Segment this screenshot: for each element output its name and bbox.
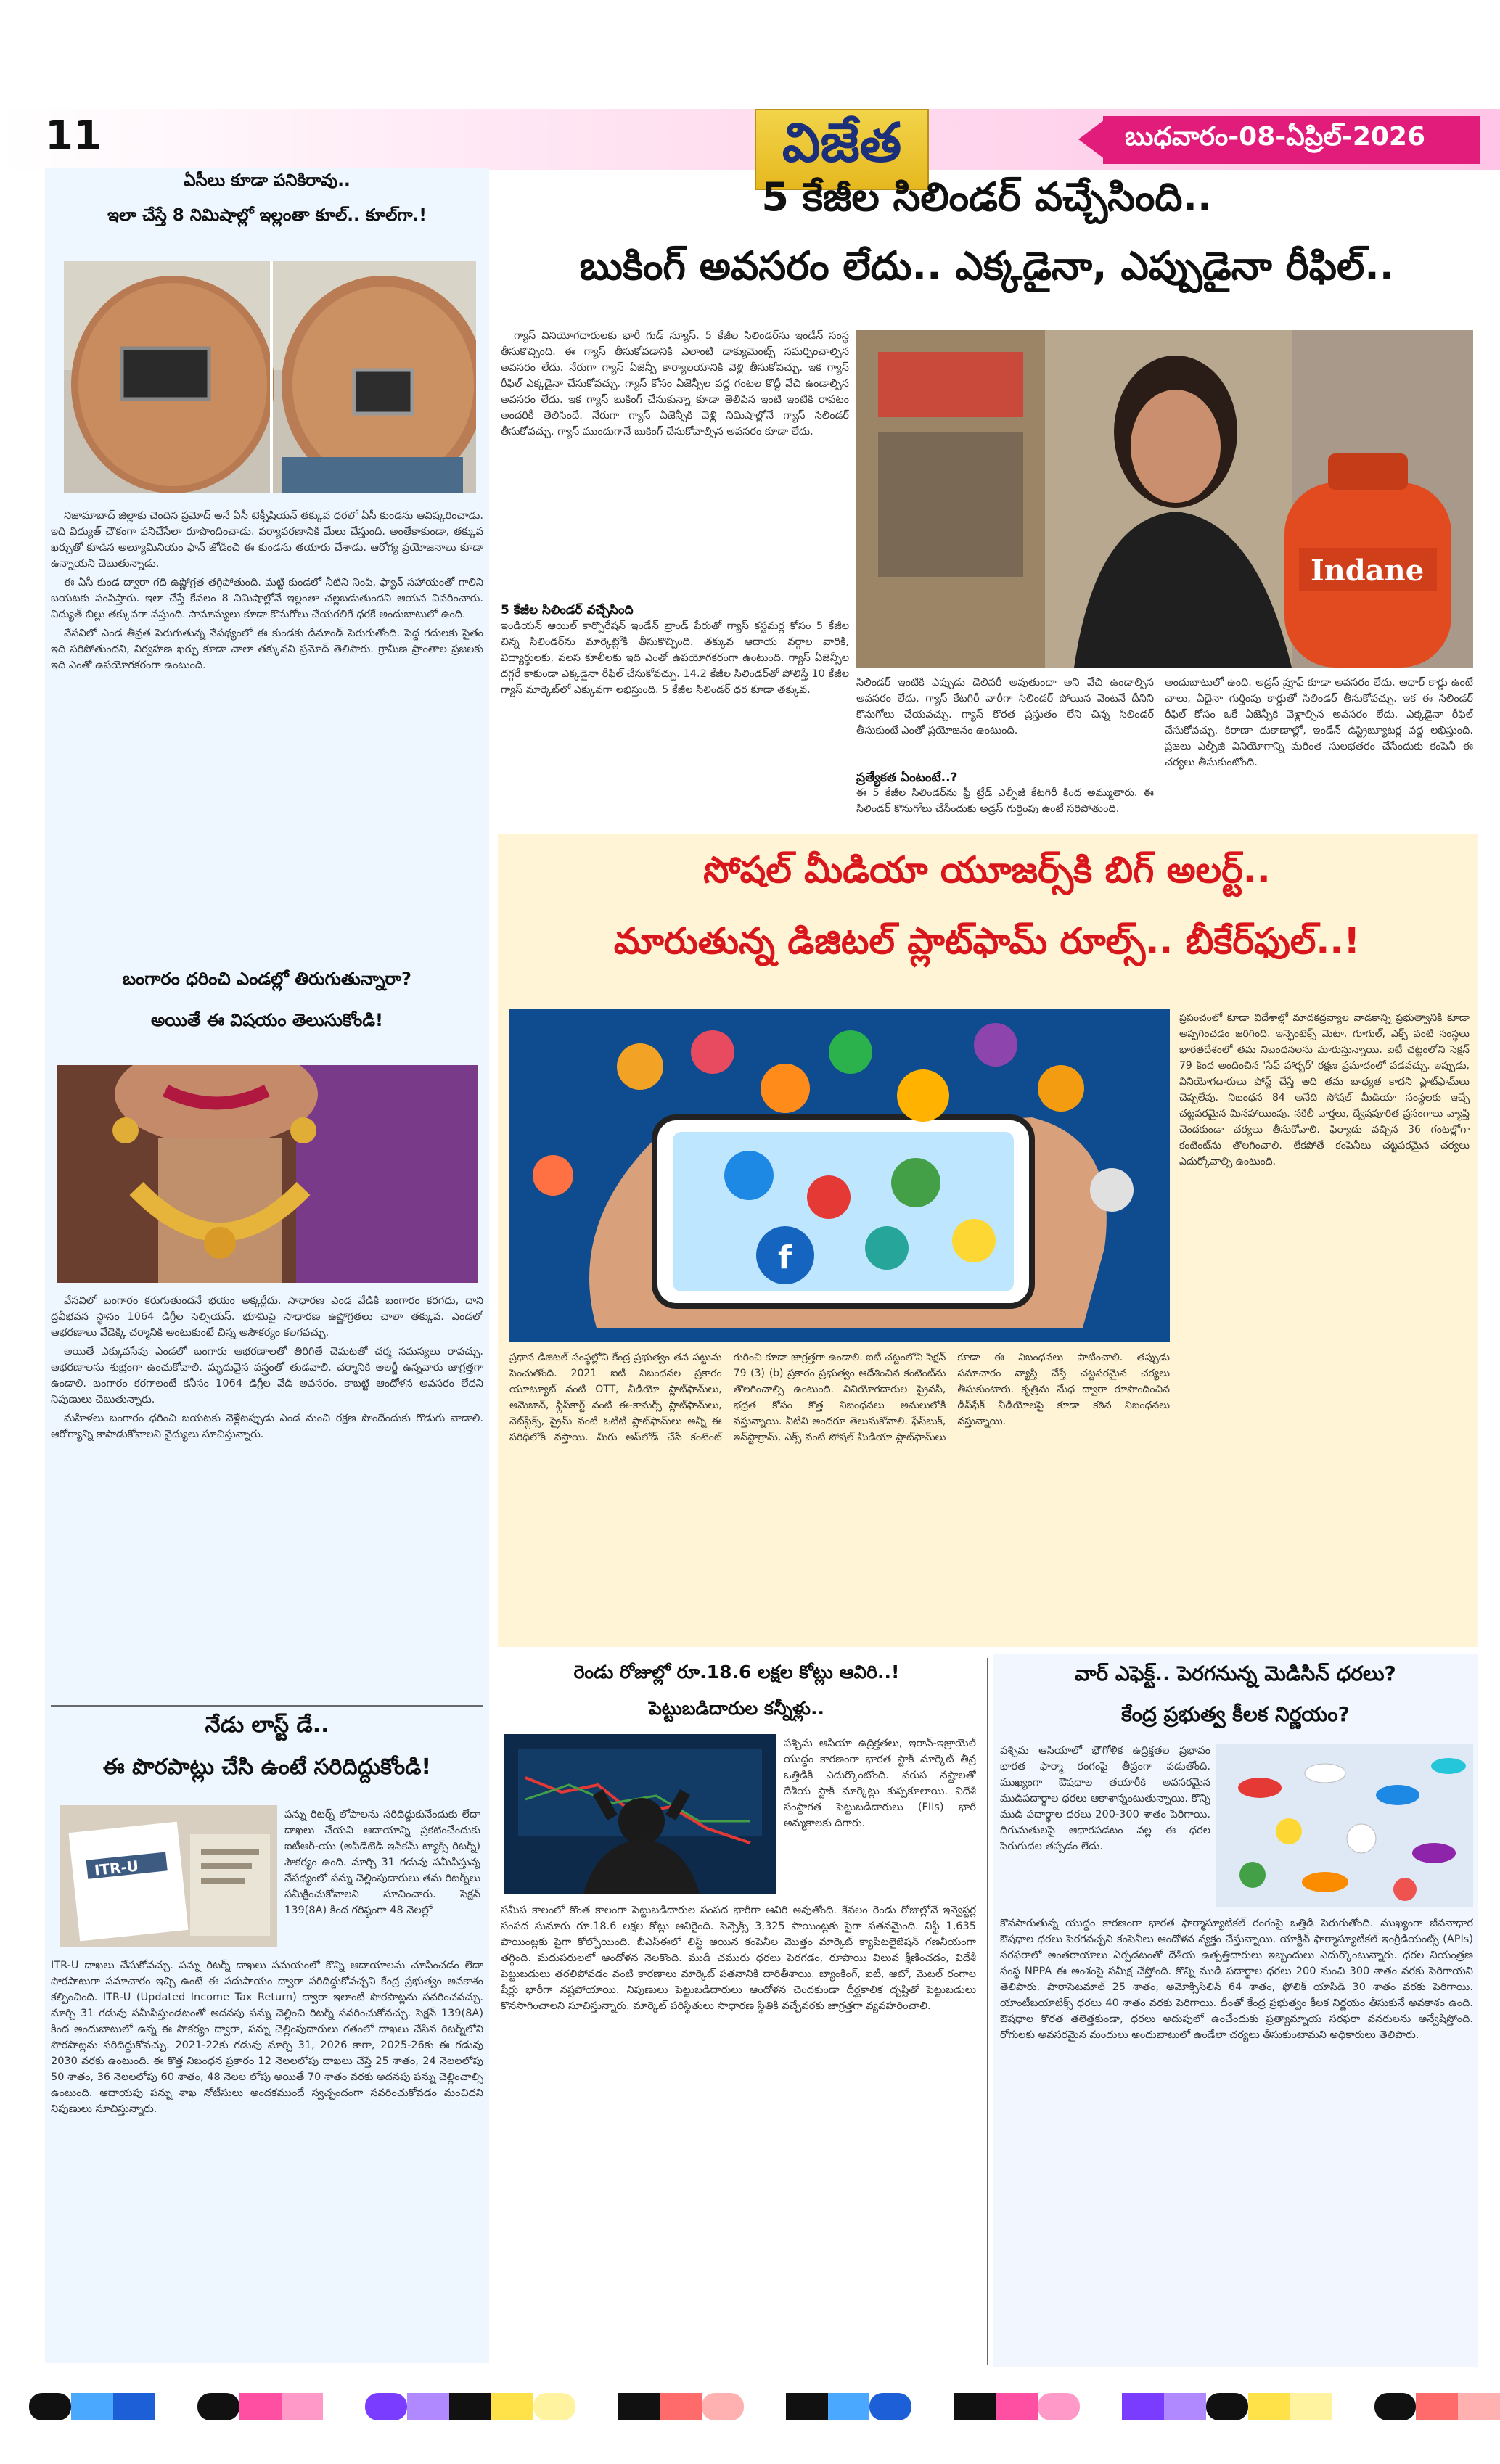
registration-swatch xyxy=(1458,2393,1500,2420)
registration-swatch xyxy=(113,2393,155,2420)
medicine-body: కొనసాగుతున్న యుద్ధం కారణంగా భారత ఫార్మాస్యూటికల్ రంగంపై ఒత్తిడి పెరుగుతోంది. ముఖ్యంగా జీవనాధార ఔషధాల ధరలు పెరగవచ్చని కంపెనీలు ఆందోళన వ్యక్తం చేస్తున్నాయి. యాక్టివ్ ఫార్మాస్యూటికల్ ఇంగ్రీడియంట్స్ (APIs) సరఫరాలో అంతరాయాలు ఏర్పడటంతో దేశీయ ఉత్పత్తిదారులు ఇబ్బందులు ఎదుర్కొంటున్నారు. ధరల నియంత్రణ సంస్థ NPPA ఈ అంశంపై సమీక్ష చేస్తోంది. కొన్ని ముడి పదార్థాల ధరలు 200 నుంచి 300 శాతం వరకు పెరిగాయని తెలిపారు. పారాసెటమాల్ 25 శాతం, అమోక్సిసిలిన్ 64 శాతం, ఫోలిక్ యాసిడ్ 30 శాతం వరకు పెరిగాయి. యాంటీబయాటిక్స్ ధరలు 40 శాతం వరకు పెరిగాయి. దీంతో కేంద్ర ప్రభుత్వం కీలక నిర్ణయం తీసుకునే అవకాశం ఉంది. ఔషధాల కొరత తలెత్తకుండా, ధరలు అదుపులో ఉంచేందుకు ప్రత్యామ్నాయ సరఫరా వనరులను అన్వేషిస్తోంది. రోగులకు అవసరమైన మందులు అందుబాటులో ఉండేలా చర్యలు తీసుకుంటామని అధికారులు తెలిపారు. xyxy=(1000,1918,1473,2041)
registration-swatch xyxy=(744,2393,786,2420)
registration-swatch xyxy=(533,2393,575,2420)
registration-swatch xyxy=(323,2393,365,2420)
ac-pot-photo xyxy=(64,261,476,493)
registration-swatch xyxy=(660,2393,702,2420)
cylinder-subhead-1: 5 కేజీల సిలిండర్ వచ్చేసింది xyxy=(501,603,634,617)
registration-swatch xyxy=(155,2393,197,2420)
registration-swatch xyxy=(996,2393,1038,2420)
cylinder-body-3: సిలిండర్ ఇంటికి ఎప్పుడు డెలివరీ అవుతుందా అని వేచి ఉండాల్సిన అవసరం లేదు. గ్యాస్ కేటగిరీ వారీగా సిలిండర్ పోయిన వెంటనే దీనిని కొనుగోలు చేయవచ్చు. గ్యాస్ కొరత ప్రస్తుతం లేని చిన్న సిలిండర్ తీసుకుంటే ఎంతో ప్రయోజనం ఉంటుంది. xyxy=(856,677,1154,736)
ac-body-para: వేసవిలో ఎండ తీవ్రత పెరుగుతున్న నేపథ్యంలో ఈ కుండకు డిమాండ్ పెరుగుతోంది. పెద్ద గదులకు సైతం ఇది సరిపోతుందని, నిర్వహణ ఖర్చు కూడా చాలా తక్కువని ప్రమోద్ తెలిపారు. గ్రామీణ ప్రాంతాల ప్రజలకు ఇది ఎంతో ఉపయోగకరంగా ఉంటుంది. xyxy=(51,628,483,671)
registration-swatch xyxy=(786,2393,828,2420)
registration-swatch xyxy=(1164,2393,1206,2420)
invest-body: సమీప కాలంలో కొంత కాలంగా పెట్టుబడిదారుల సంపద భారీగా ఆవిరి అవుతోంది. కేవలం రెండు రోజుల్లోనే ఇన్వెస్టర్ల సంపద సుమారు రూ.18.6 లక్షల కోట్లు ఆవిరైంది. సెన్సెక్స్ 3,325 పాయింట్లకు పైగా పతనమైంది. నిఫ్టీ 1,635 పాయింట్లకు పైగా కోల్పోయింది. బీఎస్ఈలో లిస్ట్ అయిన కంపెనీల మొత్తం మార్కెట్ క్యాపిటలైజేషన్ గణనీయంగా తగ్గింది. మదుపరులలో ఆందోళన నెలకొంది. ముడి చమురు ధరలు పెరగడం, రూపాయి విలువ క్షీణించడం, విదేశీ పెట్టుబడులు తరలిపోవడం వంటి కారణాలు మార్కెట్ పతనానికి దారితీశాయి. బ్యాంకింగ్, ఐటీ, ఆటో, మెటల్ రంగాల షేర్లు భారీగా నష్టపోయాయి. నిపుణులు పెట్టుబడిదారులు ఆందోళన చెందకుండా దీర్ఘకాలిక దృష్టితో పెట్టుబడులు కొనసాగించాలని సూచిస్తున్నారు. మార్కెట్ పరిస్థితులు సాధారణ స్థితికి వచ్చేవరకు జాగ్రత్తగా వ్యవహరించాలి. xyxy=(501,1905,976,2012)
registration-swatch xyxy=(618,2393,660,2420)
invest-side-text: పశ్చిమ ఆసియా ఉద్రిక్తతలు, ఇరాన్-ఇజ్రాయెల్ యుద్ధం కారణంగా భారత స్టాక్ మార్కెట్ తీవ్ర ఒత్తిడికి ఎదుర్కొంటోంది. వరుస నష్టాలతో దేశీయ స్టాక్ మార్కెట్లు కుప్పకూలాయి. విదేశీ సంస్థాగత పెట్టుబడిదారులు (FIIs) భారీ అమ్మకాలకు దిగారు. xyxy=(784,1738,976,1829)
gold-body-para: వేసవిలో బంగారం కరుగుతుందనే భయం అక్కర్లేదు. సాధారణ ఎండ వేడికి బంగారం కరగదు, దాని ద్రవీభవన స్థానం 1064 డిగ్రీల సెల్సియస్. భూమిపై సాధారణ ఉష్ణోగ్రతలు చాలా తక్కువ. ఎండలో ఆభరణాలు వేడెక్కి చర్మానికి అంటుకుంటే చిన్న అసౌకర్యం కలగవచ్చు. xyxy=(51,1295,483,1339)
registration-swatch xyxy=(29,2393,71,2420)
cylinder-headline-2: బుకింగ్ అవసరం లేదు.. ఎక్కడైనా, ఎప్పుడైనా రీఫిల్.. xyxy=(579,243,1395,289)
invest-headline-1: రెండు రోజుల్లో రూ.18.6 లక్షల కోట్లు ఆవిరి..! xyxy=(573,1662,900,1683)
registration-swatch xyxy=(449,2393,491,2420)
itr-side-text: పన్ను రిటర్న్ లోపాలను సరిదిద్దుకునేందుకు లేదా దాఖలు చేయని ఆదాయాన్ని ప్రకటించేందుకు ఐటీఆర్-యు (అప్‌డేటెడ్ ఇన్‌కమ్ ట్యాక్స్ రిటర్న్) సౌకర్యం ఉంది. మార్చి 31 గడువు సమీపిస్తున్న నేపథ్యంలో పన్ను చెల్లింపుదారులు తమ రిటర్న్‌లు సమీక్షించుకోవాలని సూచించారు. సెక్షన్ 139(8A) కింద గరిష్ఠంగా 48 నెలల్లో xyxy=(284,1809,480,1916)
column-divider xyxy=(987,1658,988,2365)
ac-body xyxy=(51,508,483,958)
itr-headline-1: నేడు లాస్ట్ డే.. xyxy=(205,1712,329,1738)
invest-stress-photo xyxy=(504,1734,776,1894)
ac-body-para: ఈ ఏసీ కుండ ద్వారా గది ఉష్ణోగ్రత తగ్గిపోతుంది. మట్టి కుండలో నీటిని నింపి, ఫ్యాన్ సహాయంతో గాలిని బయటకు పంపిస్తారు. ఇలా చేస్తే కేవలం 8 నిమిషాల్లోనే ఇల్లంతా చల్లబడుతుందని ఆయన వివరించారు. విద్యుత్ బిల్లు తక్కువగా వస్తుంది. సామాన్యులు కూడా కొనుగోలు చేయగలిగే ధరకే అందుబాటులో ఉంది. xyxy=(51,577,483,620)
cylinder-body-para: గ్యాస్ వినియోగదారులకు భారీ గుడ్ న్యూస్. 5 కేజీల సిలిండర్‌ను ఇండేన్ సంస్థ తీసుకొచ్చింది. ఈ గ్యాస్ తీసుకోవడానికి ఎలాంటి డాక్యుమెంట్స్ సమర్పించాల్సిన అవసరం లేదు. నేరుగా గ్యాస్ ఏజెన్సీ కార్యాలయానికి వెళ్లి తీసుకోవచ్చు. ఇక గ్యాస్ రీఫిల్ ఎక్కడైనా చేసుకోవచ్చు. గ్యాస్ కోసం ఏజెన్సీల వద్ద గంటల కొద్దీ వేచి ఉండాల్సిన అవసరం లేదు. ఇక గ్యాస్ బుకింగ్ చేసుకున్నా కూడా తెలిపిన ఇంటి ఇంటికి రావటం అందరికీ తెలిసిందే. నేరుగా గ్యాస్ ఏజెన్సీకి వెళ్లి నిమిషాల్లోనే గ్యాస్ సిలిండర్ తీసుకోవచ్చు. గ్యాస్ ముందుగానే బుకింగ్ చేసుకోవాల్సిన అవసరం కూడా లేదు. xyxy=(501,330,849,438)
registration-swatch xyxy=(575,2393,618,2420)
medicine-headline-1: వార్ ఎఫెక్ట్.. పెరగనున్న మెడిసిన్ ధరలు? xyxy=(1075,1662,1396,1685)
cylinder-headline-1: 5 కేజీల సిలిండర్ వచ్చేసింది.. xyxy=(761,174,1213,220)
registration-swatch xyxy=(1122,2393,1164,2420)
registration-swatch xyxy=(71,2393,113,2420)
newspaper-logo: విజేత xyxy=(755,109,929,190)
registration-swatch xyxy=(1080,2393,1122,2420)
registration-swatch xyxy=(702,2393,744,2420)
registration-swatch xyxy=(197,2393,239,2420)
social-headline-2: మారుతున్న డిజిటల్ ప్లాట్‌ఫామ్ రూల్స్.. బీకేర్‌ఫుల్..! xyxy=(613,920,1361,962)
itr-image-label: ITR-U xyxy=(93,1857,140,1879)
itr-headline-2: ఈ పొరపాట్లు చేసి ఉంటే సరిదిద్దుకోండి! xyxy=(102,1754,432,1780)
registration-swatch xyxy=(1416,2393,1458,2420)
registration-swatch xyxy=(954,2393,996,2420)
social-body-bottom: ప్రధాన డిజిటల్ సంస్థల్లోని కేంద్ర ప్రభుత్వం తన పట్టును పెంచుతోంది. 2021 ఐటీ నిబంధనల ప్రకారం యూట్యూబ్ వంటి OTT, వీడియో ప్లాట్‌ఫామ్‌లు, అమెజాన్, ఫ్లిప్‌కార్ట్ వంటి ఈ-కామర్స్ ప్లాట్‌ఫామ్‌లు, నెట్‌ఫ్లిక్స్, ప్రైమ్ వంటి ఓటీటీ ప్లాట్‌ఫామ్‌లు అన్నీ ఈ పరిధిలోకి వస్తాయి. మీరు అప్‌లోడ్ చేసే కంటెంట్ గురించి కూడా జాగ్రత్తగా ఉండాలి. ఐటీ చట్టంలోని సెక్షన్ 79 (3) (b) ప్రకారం ప్రభుత్వం ఆదేశించిన కంటెంట్‌ను తొలగించాల్సి ఉంటుంది. వినియోగదారుల ప్రైవసీ, భద్రత కోసం కొత్త నిబంధనలు అమలులోకి వస్తున్నాయి. వీటిని అందరూ తెలుసుకోవాలి. ఫేస్‌బుక్, ఇన్‌స్టాగ్రామ్, ఎక్స్ వంటి సోషల్ మీడియా ప్లాట్‌ఫామ్‌లు కూడా ఈ నిబంధనలు పాటించాలి. తప్పుడు సమాచారం వ్యాప్తి చేస్తే చట్టపరమైన చర్యలు తీసుకుంటారు. కృత్రిమ మేధ ద్వారా రూపొందించిన డీప్‌ఫేక్ వీడియోలపై కూడా కఠిన నిబంధనలు వస్తున్నాయి. xyxy=(509,1352,1170,1443)
medicine-pills-photo xyxy=(1216,1744,1473,1907)
cylinder-body-4: ఈ 5 కేజీల సిలిండర్‌ను ఫ్రీ ట్రేడ్ ఎల్పీజీ కేటగిరీ కింద అమ్ముతారు. ఈ సిలిండర్ కొనుగోలు చేసేందుకు అడ్రస్ గుర్తింపు ఉంటే సరిపోతుంది. xyxy=(856,787,1154,815)
cylinder-body-right: అందుబాటులో ఉంది. అడ్రస్ ప్రూఫ్ కూడా అవసరం లేదు. ఆధార్ కార్డు ఉంటే చాలు, ఏదైనా గుర్తింపు కార్డుతో సిలిండర్ తీసుకోవచ్చు. ఇక ఈ సిలిండర్ రీఫిల్ కోసం ఒకే ఏజెన్సీకి వెళ్లాల్సిన అవసరం లేదు. ఎక్కడైనా రీఫిల్ చేసుకోవచ్చు. కిరాణా దుకాణాల్లో, ఇండేన్ డిస్ట్రిబ్యూటర్ల వద్ద లభిస్తుంది. ప్రజలు ఎల్పీజీ వినియోగాన్ని మరింత సులభతరం చేసేందుకు కంపెనీ ఈ చర్యలు తీసుకుంటోంది. xyxy=(1165,677,1473,768)
registration-swatch xyxy=(1374,2393,1417,2420)
medicine-headline-2: కేంద్ర ప్రభుత్వ కీలక నిర్ణయం? xyxy=(1121,1702,1350,1726)
gold-body xyxy=(51,1293,483,1699)
cylinder-brand-text: Indane xyxy=(1311,554,1425,588)
registration-swatch xyxy=(1038,2393,1080,2420)
itr-form-photo xyxy=(60,1805,277,1947)
ac-headline-1: ఏసీలు కూడా పనికిరావు.. xyxy=(184,171,351,190)
cylinder-subhead-2: ప్రత్యేకత ఏంటంటే..? xyxy=(856,771,958,785)
date-line: బుధవారం-08-ఏప్రిల్-2026 xyxy=(1103,116,1480,164)
registration-swatch xyxy=(1290,2393,1332,2420)
gold-body-para: అయితే ఎక్కువసేపు ఎండలో బంగారు ఆభరణాలతో తిరిగితే చెమటతో చర్మ సమస్యలు రావచ్చు. ఆభరణాలను శుభ్రంగా ఉంచుకోవాలి. మృదువైన వస్త్రంతో తుడవాలి. చర్మానికి అలర్జీ ఉన్నవారు జాగ్రత్తగా ఉండాలి. బంగారం కరగాలంటే కనీసం 1064 డిగ్రీల వేడి అవసరం. కాబట్టి ఆందోళన అవసరం లేదని నిపుణులు చెబుతున్నారు. xyxy=(51,1346,483,1405)
gold-headline-1: బంగారం ధరించి ఎండల్లో తిరుగుతున్నారా? xyxy=(123,969,411,989)
registration-swatch xyxy=(1248,2393,1290,2420)
registration-swatch xyxy=(911,2393,954,2420)
cylinder-woman-photo xyxy=(856,330,1473,668)
page-number: 11 xyxy=(45,112,102,160)
section-divider xyxy=(51,1705,483,1707)
ac-headline-2: ఇలా చేస్తే 8 నిమిషాల్లో ఇల్లంతా కూల్.. కూల్‌గా.! xyxy=(107,206,427,225)
registration-swatch xyxy=(282,2393,324,2420)
cylinder-body-1 xyxy=(501,328,849,596)
svg-text:f: f xyxy=(778,1239,792,1276)
registration-swatch xyxy=(491,2393,533,2420)
social-body-right: ప్రపంచంలో కూడా విదేశాల్లో మాదకద్రవ్యాల వాడకాన్ని ప్రభుత్వానికి కూడా అప్పగించడం జరిగింది. ఇన్ఫెంటెక్స్‌ మెటా, గూగుల్, ఎక్స్ వంటి సంస్థలు భారతదేశంలో తమ నిబంధనలను మారుస్తున్నాయి. ఐటీ చట్టంలోని సెక్షన్ 79 కింద అందించిన 'సేఫ్ హార్బర్' రక్షణ ప్రమాదంలో పడవచ్చు. ఇప్పుడు, వినియోగదారులు పోస్ట్ చేస్తే అది తమ బాధ్యత కాదని ప్లాట్‌ఫామ్‌లు చెప్పలేవు. నిబంధన 84 అనేది సోషల్ మీడియా సంస్థలకు ఇచ్చే చట్టపరమైన మినహాయింపు. నకిలీ వార్తలు, ద్వేషపూరిత ప్రసంగాలు వ్యాప్తి చెందకుండా చర్యలు తీసుకోవాలి. ఫిర్యాదు వచ్చిన 36 గంటల్లోగా కంటెంట్‌ను తొలగించాలి. లేకపోతే కంపెనీలు చట్టపరమైన చర్యలు ఎదుర్కోవాల్సి ఉంటుంది. xyxy=(1179,1012,1470,1167)
social-headline-1: సోషల్ మీడియా యూజర్స్‌కి బిగ్ అలర్ట్.. xyxy=(703,849,1271,891)
gold-body-para: మహిళలు బంగారం ధరించి బయటకు వెళ్లేటప్పుడు ఎండ నుంచి రక్షణ పొందేందుకు గొడుగు వాడాలి. ఆరోగ్యాన్ని కాపాడుకోవాలని వైద్యులు సూచిస్తున్నారు. xyxy=(51,1413,483,1440)
registration-swatch xyxy=(1332,2393,1374,2420)
registration-swatch xyxy=(407,2393,449,2420)
print-registration-bar xyxy=(0,2381,1500,2432)
registration-swatch xyxy=(365,2393,407,2420)
medicine-side-text: పశ్చిమ ఆసియాలో భౌగోళిక ఉద్రిక్తతల ప్రభావం భారత ఫార్మా రంగంపై తీవ్రంగా పడుతోంది. ముఖ్యంగా ఔషధాల తయారీకి అవసరమైన ముడిపదార్థాల ధరలు ఆకాశాన్నంటుతున్నాయి. కొన్ని ముడి పదార్థాల ధరలు 200-300 శాతం పెరిగాయి. దిగుమతులపై ఆధారపడటం వల్ల ఈ ధరల పెరుగుదల తప్పడం లేదు. xyxy=(1000,1745,1210,1852)
gold-necklace-photo xyxy=(57,1065,478,1283)
registration-swatch xyxy=(1206,2393,1248,2420)
invest-headline-2: పెట్టుబడిదారుల కన్నీళ్లు.. xyxy=(649,1698,824,1719)
registration-swatch xyxy=(828,2393,870,2420)
cylinder-body-2: ఇండియన్ ఆయిల్ కార్పొరేషన్ ఇండేన్ బ్రాండ్ పేరుతో గ్యాస్ కస్టమర్ల కోసం 5 కేజీల చిన్న సిలిండర్‌ను మార్కెట్లోకి తీసుకొచ్చింది. తక్కువ ఆదాయ వర్గాల వారికి, విద్యార్థులకు, వలస కూలీలకు ఇది ఎంతో ఉపయోగకరంగా ఉంటుంది. గ్యాస్ ఏజెన్సీల దగ్గరే కాకుండా ఎక్కడైనా రీఫిల్ చేసుకోవచ్చు. 14.2 కేజీల సిలిండర్‌తో పోలిస్తే 10 కేజీల గ్యాస్ మార్కెట్‌లో ఎక్కువగా లభిస్తుంది. 5 కేజీల సిలిండర్ ధర కూడా తక్కువ. xyxy=(501,620,849,696)
itr-body: ITR-U దాఖలు చేసుకోవచ్చు. పన్ను రిటర్న్ దాఖలు సమయంలో కొన్ని ఆదాయాలను చూపించడం లేదా పొరపాటుగా సమాచారం ఇచ్చి ఉంటే ఈ సదుపాయం ద్వారా సరిదిద్దుకోవచ్చని కేంద్ర ప్రభుత్వం అవకాశం కల్పించింది. ITR-U (Updated Income Tax Return) ద్వారా ఇలాంటి పొరపాట్లను సవరించవచ్చు. మార్చి 31 గడువు సమీపిస్తుండటంతో అదనపు పన్ను చెల్లించి రిటర్న్ సవరించుకోవచ్చు. సెక్షన్ 139(8A) కింద అందుబాటులో ఉన్న ఈ సౌకర్యం ద్వారా, పన్ను చెల్లింపుదారులు గతంలో దాఖలు చేసిన రిటర్న్‌లోని పొరపాట్లను సరిదిద్దుకోవచ్చు. 2021-22కు గడువు మార్చి 31, 2026 కాగా, 2025-26కు ఈ గడువు 2030 వరకు ఉంటుంది. ఈ కొత్త నిబంధన ప్రకారం 12 నెలలలోపు దాఖలు చేస్తే 25 శాతం, 24 నెలలలోపు 50 శాతం, 36 నెలలలోపు 60 శాతం, 48 నెలల లోపు అయితే 70 శాతం వరకు అదనపు పన్ను చెల్లించాల్సి ఉంటుంది. ఆదాయపు పన్ను శాఖ నోటీసులు అందకముందే స్వచ్ఛందంగా సవరించుకోవడం మంచిదని నిపుణులు సూచిస్తున్నారు. xyxy=(51,1960,483,2115)
registration-swatch xyxy=(239,2393,282,2420)
gold-headline-2: అయితే ఈ విషయం తెలుసుకోండి! xyxy=(150,1010,383,1030)
social-apps-photo xyxy=(509,1009,1170,1342)
ac-body-para: నిజామాబాద్ జిల్లాకు చెందిన ప్రమోద్ అనే ఏసీ టెక్నీషియన్ తక్కువ ధరలో ఏసీ కుండను ఆవిష్కరించాడు. ఇది విద్యుత్ చౌకంగా పనిచేసేలా రూపొందించాడు. పర్యావరణానికి మేలు చేస్తుంది. అంతేకాకుండా, తక్కువ ఖర్చుతో కూడిన అల్యూమినియం ఫాన్ జోడించి ఈ కుండను తయారు చేశాడు. ఆరోగ్య ప్రయోజనాలు కూడా ఉన్నాయని చెబుతున్నాడు. xyxy=(51,510,483,570)
registration-swatch xyxy=(869,2393,911,2420)
